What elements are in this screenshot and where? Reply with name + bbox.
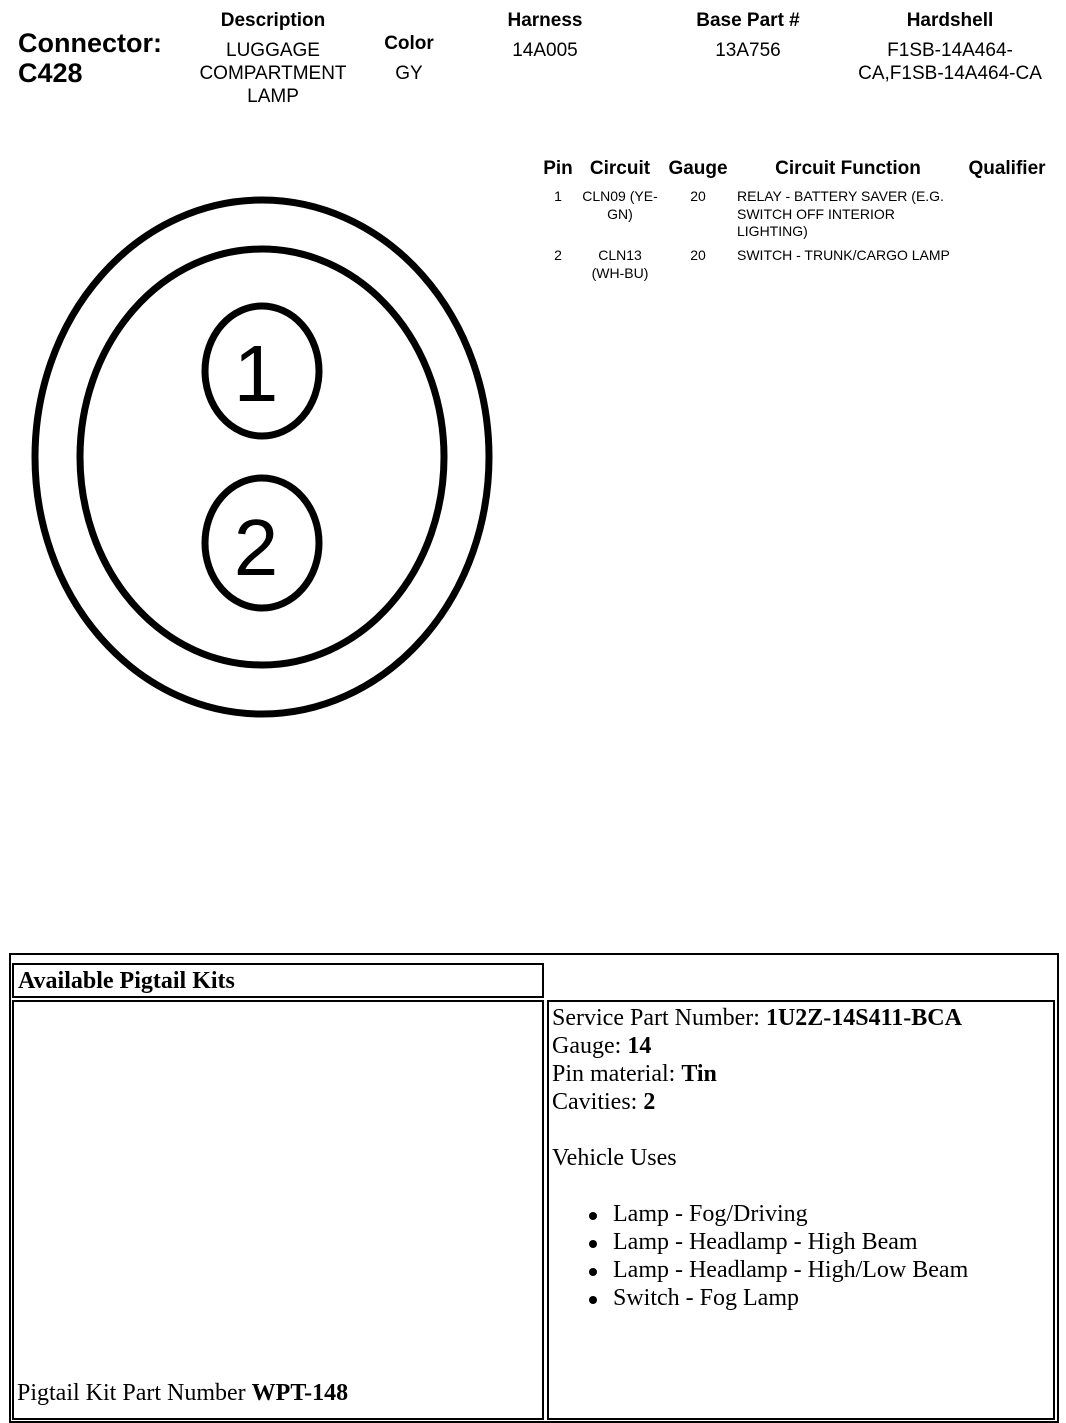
color-header: Color [384,33,434,54]
row1-function: RELAY - BATTERY SAVER (E.G. SWITCH OFF INTERIOR LIGHTING) [737,188,944,239]
pigtail-title-cell [12,963,544,998]
harness-value: 14A005 [512,40,578,61]
col-qualifier: Qualifier [968,158,1046,179]
pin-material-value: Tin [681,1061,717,1087]
hardshell-header: Hardshell [906,10,994,31]
pigtail-title: Available Pigtail Kits [18,968,235,994]
bullet-icon [589,1240,597,1248]
service-part-line [552,1004,1050,1032]
pigtail-details-cell [547,1000,1055,1420]
col-pin: Pin [543,158,573,179]
bullet-icon [589,1212,597,1220]
row1-circuit: CLN09 (YE-GN) [582,188,658,222]
hardshell-value: F1SB-14A464-CA,F1SB-14A464-CA [858,40,1042,84]
cavities-value: 2 [643,1089,656,1115]
row2-pin: 2 [554,247,562,263]
col-circuit-function: Circuit Function [775,158,921,179]
connector-label-text: Connector: [18,28,162,58]
col-circuit: Circuit [589,158,651,179]
cavities-line [552,1088,1050,1116]
harness-header: Harness [507,10,583,31]
cavities-label: Cavities: [552,1089,644,1115]
service-part-value: 1U2Z-14S411-BCA [765,1005,962,1031]
connector-outer-shell [35,200,489,714]
list-item [552,1228,1050,1256]
row1-pin: 1 [554,188,562,204]
vehicle-use-text: Lamp - Fog/Driving [613,1201,808,1227]
list-item [552,1200,1050,1228]
connector-id: C428 [18,58,83,88]
vehicle-use-text: Lamp - Headlamp - High/Low Beam [613,1257,969,1283]
gauge-label: Gauge: [552,1033,628,1059]
connector-diagram [0,0,520,740]
list-item [552,1256,1050,1284]
service-part-label: Service Part Number: [552,1005,766,1031]
base-part-header: Base Part # [696,10,800,31]
col-gauge: Gauge [668,158,728,179]
row2-circuit: CLN13 (WH-BU) [591,247,649,281]
vehicle-uses-label: Vehicle Uses [552,1145,677,1171]
pin-label-1: 1 [233,329,279,418]
vehicle-use-text: Switch - Fog Lamp [613,1285,799,1311]
vehicle-use-text: Lamp - Headlamp - High Beam [613,1229,918,1255]
gauge-line [552,1032,1050,1060]
pigtail-kit-cell [12,1000,544,1420]
pin-label-2: 2 [233,503,279,592]
description-value: LUGGAGE COMPARTMENT LAMP [199,40,347,107]
bullet-icon [589,1268,597,1276]
pin-material-line [552,1060,1050,1088]
vehicle-uses-list [552,1200,1050,1312]
list-item [552,1284,1050,1312]
gauge-value: 14 [627,1033,652,1059]
pin-material-label: Pin material: [552,1061,682,1087]
bullet-icon [589,1296,597,1304]
row1-gauge: 20 [690,188,706,204]
connector-inner-shell [80,249,444,665]
color-value: GY [395,63,423,84]
base-part-value: 13A756 [715,40,781,61]
kit-part-label: Pigtail Kit Part Number [17,1380,252,1406]
row2-function: SWITCH - TRUNK/CARGO LAMP [737,247,950,263]
row2-gauge: 20 [690,247,706,263]
pigtail-kit-part-number [17,1379,348,1407]
description-header: Description [220,10,326,31]
kit-part-value: WPT-148 [251,1380,349,1406]
